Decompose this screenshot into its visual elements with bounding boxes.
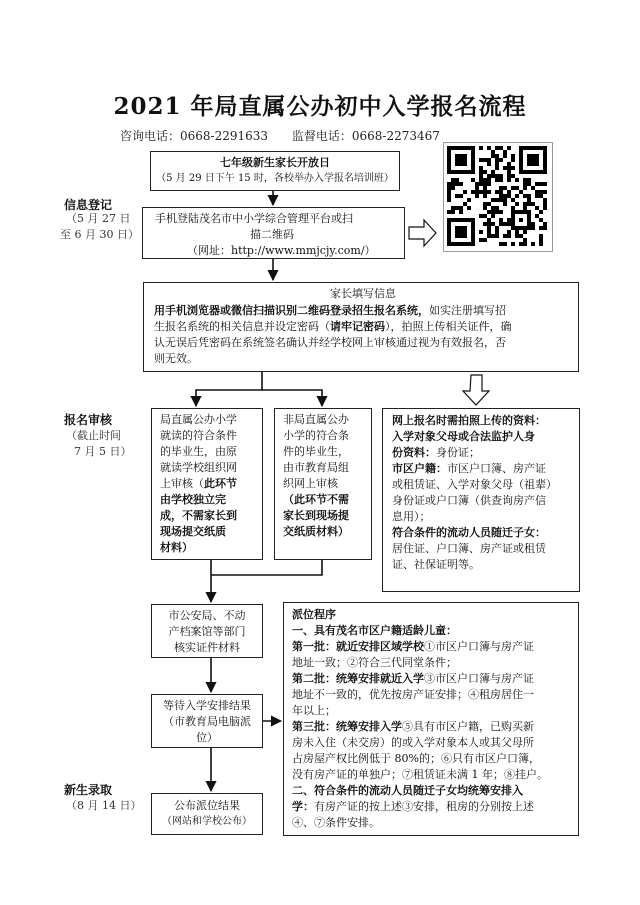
allocation-title: 派位程序: [292, 608, 336, 621]
parent-fill-text3: ），拍照上传相关证件，确: [385, 320, 512, 333]
materials-t9: 居住证、户口簿、房产证或租赁: [392, 542, 546, 555]
materials-t4: 市区户口簿、房产证: [447, 462, 546, 475]
arrow-fill-bureau: [196, 372, 262, 406]
materials-t7: 息用）；: [392, 510, 431, 523]
bureau-b1: 此环节: [204, 477, 237, 490]
allocation-b3: 第三批：统筹安排入学: [292, 720, 402, 733]
verify-l3: 核实证件材料: [174, 641, 240, 654]
allocation-s2b: 学：: [292, 800, 314, 813]
page-title: 2021 年局直属公办初中入学报名流程: [113, 93, 527, 120]
nonbureau-l4: 由市教育局组: [283, 461, 349, 474]
allocation-t3c: 占房屋产权比例低于 80%的；⑥只有市区户口簿，: [292, 752, 540, 765]
bureau-b3: 成，不需家长到: [160, 509, 237, 522]
bureau-l4: 就读学校组织网: [160, 461, 237, 474]
parent-fill-bold1: 用手机浏览器或微信扫描识别二维码登录招生报名系统，: [154, 304, 429, 317]
bureau-b2: 由学校独立完: [160, 493, 226, 506]
bureau-l2: 就读的符合条件: [160, 429, 237, 442]
open-day-title: 七年级新生家长开放日: [220, 156, 330, 169]
waiting-l2: （市教育局电脑派: [163, 715, 251, 728]
allocation-t1a: ①市区户口簿与房产证: [424, 640, 534, 653]
stage-admit-sub1: （8 月 14 日）: [66, 799, 142, 812]
nonbureau-b2: 家长到现场提: [283, 509, 349, 522]
arrow-fill-nonbureau: [262, 390, 322, 406]
allocation-t3a: ⑤具有市区户籍，已购买新: [402, 720, 534, 733]
materials-h1: 网上报名时需拍照上传的资料：: [392, 414, 546, 427]
login-line1: 手机登陆茂名市中小学综合管理平台或扫: [155, 212, 353, 225]
nonbureau-b1: （此环节不需: [283, 493, 349, 506]
parent-fill-text2: 生报名系统的相关信息并设定密码（: [154, 320, 330, 333]
verify-l1: 市公安局、不动: [168, 609, 246, 622]
waiting-l1: 等待入学安排结果: [163, 699, 251, 712]
allocation-t2a: ③市区户口簿与房产证: [424, 672, 534, 685]
stage-review-sub1: （截止时间: [66, 429, 121, 442]
stage-info-label: 信息登记: [64, 198, 113, 212]
supervise-phone: 监督电话：0668-2273467: [291, 129, 440, 143]
materials-h8: 符合条件的流动人员随迁子女：: [392, 526, 546, 539]
publish-l2: （网站和学校公布）: [162, 816, 252, 827]
allocation-t2c: 年以上；: [292, 704, 336, 717]
materials-t3: 身份证；: [436, 446, 480, 459]
materials-h4: 市区户籍：: [392, 462, 447, 475]
parent-fill-bold2: 请牢记密码: [330, 320, 385, 333]
allocation-t2b: 地址不一致的，优先按房产证安排；④租房居住一: [292, 688, 534, 701]
stage-info-sub2: 至 6 月 30 日）: [60, 228, 139, 241]
bureau-b5: 材料）: [160, 541, 193, 554]
nonbureau-l5: 织网上审核: [283, 477, 338, 490]
materials-h3: 份资料：: [392, 446, 436, 459]
allocation-s2a: 二、符合条件的流动人员随迁子女均统筹安排入: [292, 784, 523, 797]
open-day-note: （5 月 29 日下午 15 时，各校举办入学报名培训班）: [156, 173, 394, 184]
nonbureau-l2: 小学的符合条: [283, 429, 349, 442]
login-line2: 描二维码: [250, 228, 294, 241]
stage-info-sub1: （5 月 27 日: [66, 212, 131, 225]
line-nonbureau-merge: [211, 560, 322, 575]
materials-h2: 入学对象父母或合法监护人身: [392, 430, 535, 443]
parent-fill-text5: 则无效。: [154, 352, 198, 365]
waiting-l3: 位）: [196, 731, 218, 744]
publish-l1: 公布派位结果: [174, 799, 240, 812]
allocation-t3b: 房未入住（未交房）的或入学对象本人或其父母所: [292, 736, 534, 749]
bureau-b4: 现场提交纸质: [160, 525, 226, 538]
allocation-t4a: 有房产证的按上述③安排，租房的分别按上述: [314, 800, 534, 813]
stage-review-sub2: 7 月 5 日）: [74, 445, 132, 458]
login-url: （网址：http://www.mmjcjy.com/）: [187, 244, 376, 257]
allocation-b1: 第一批：就近安排区域学校: [292, 640, 424, 653]
materials-t5: 或租赁证、入学对象父母（祖辈）: [392, 478, 557, 491]
verify-l2: 产档案馆等部门: [168, 625, 246, 638]
allocation-t3d: 没有房产证的单独户；⑦租赁证未满 1 年；⑧挂户。: [292, 768, 548, 781]
allocation-t1b: 地址一致；②符合三代同堂条件；: [292, 656, 457, 669]
hollow-arrow-down: [463, 375, 489, 405]
hollow-arrow-right: [409, 220, 436, 246]
bureau-l1: 局直属公办小学: [160, 413, 237, 426]
stage-review-label: 报名审核: [64, 413, 113, 427]
consult-phone: 咨询电话：0668-2291633: [120, 129, 269, 143]
parent-fill-text4: 认无误后凭密码在系统签名确认并经学校网上审核通过视为有效报名，否: [154, 336, 506, 349]
bureau-l3: 的毕业生，由原: [160, 445, 237, 458]
materials-t10: 证、社保证明等。: [392, 558, 480, 571]
materials-t6: 身份证或户口簿（供查询房产信: [392, 494, 546, 507]
bureau-l5: 上审核（: [160, 477, 204, 490]
allocation-s1: 一、具有茂名市区户籍适龄儿童：: [292, 624, 457, 637]
nonbureau-l3: 件的毕业生，: [283, 445, 349, 458]
stage-admit-label: 新生录取: [64, 783, 113, 797]
allocation-t4b: ④、⑦条件安排。: [292, 816, 380, 829]
allocation-b2: 第二批：统筹安排就近入学: [292, 672, 424, 685]
nonbureau-b3: 交纸质材料）: [283, 525, 349, 538]
nonbureau-l1: 非局直属公办: [283, 413, 349, 426]
parent-fill-head: 家长填写信息: [330, 287, 396, 300]
parent-fill-text1: 如实注册填写招: [429, 304, 506, 317]
